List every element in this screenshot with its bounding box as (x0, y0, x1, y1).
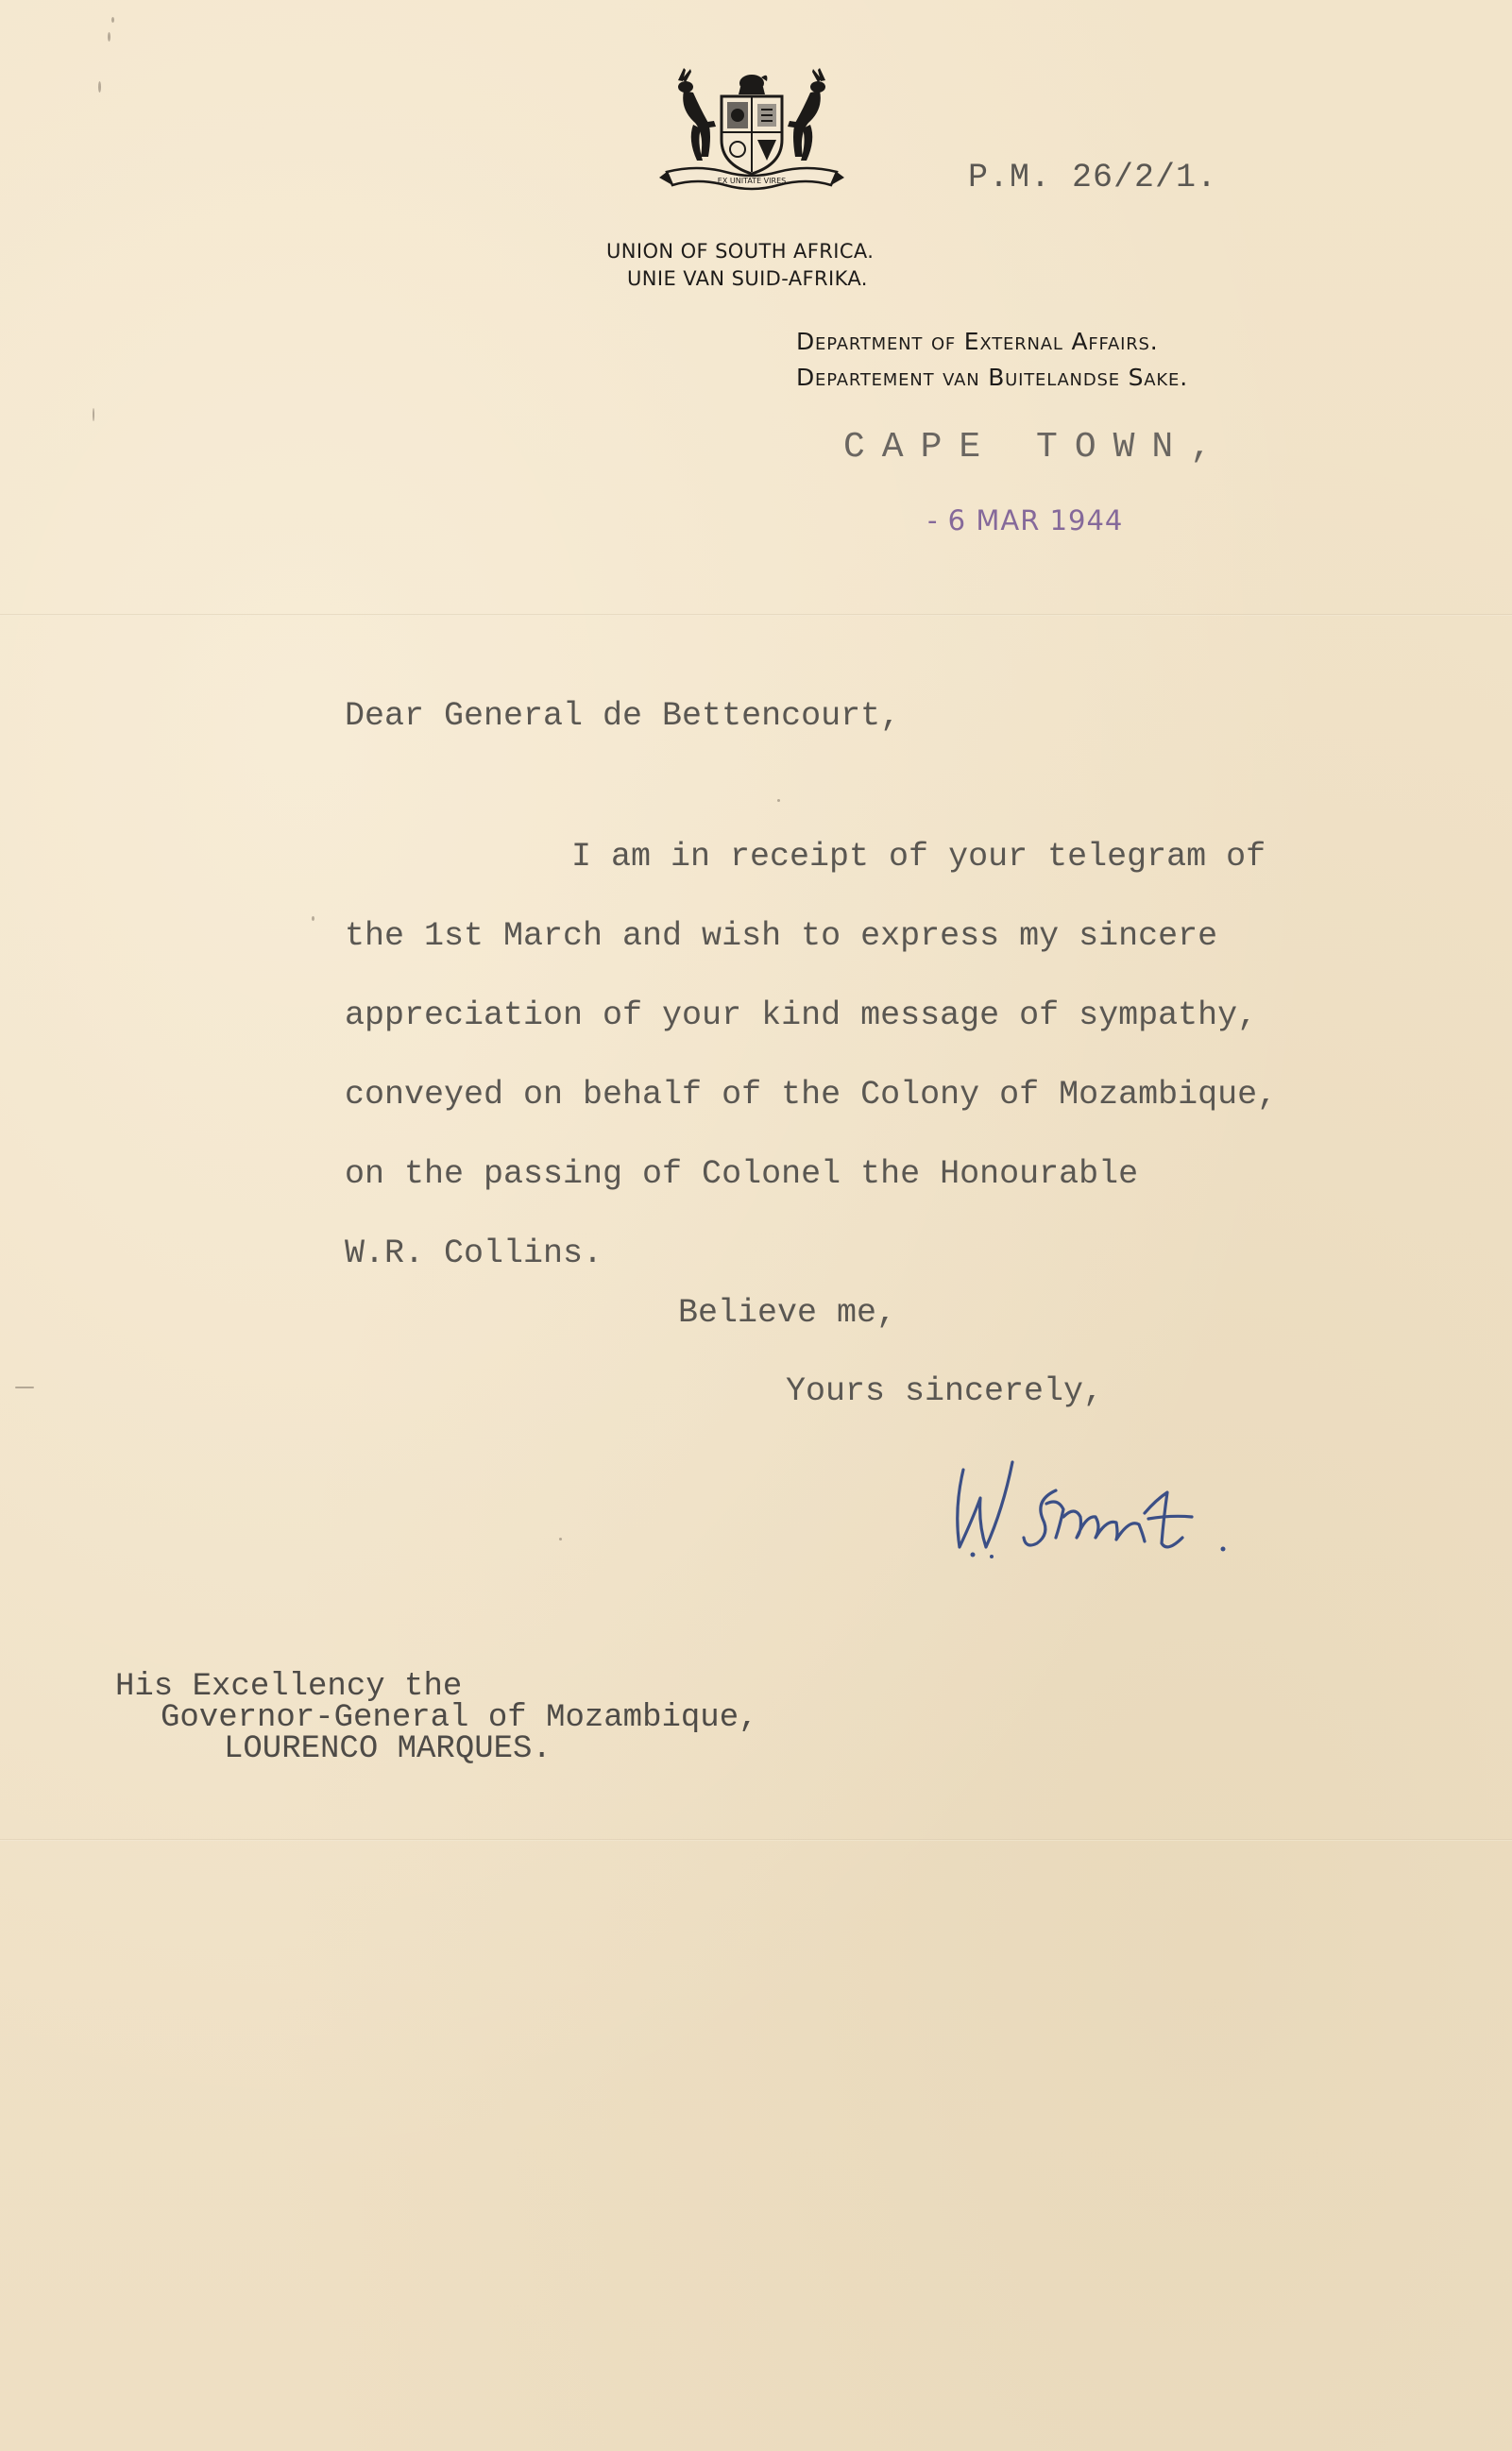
body-line: appreciation of your kind message of sympathy, (345, 996, 1258, 1034)
paper-speck (15, 1387, 34, 1388)
letterhead-department (796, 324, 1188, 396)
body-line: I am in receipt of your telegram of (571, 838, 1266, 876)
paper-speck (777, 799, 780, 802)
city-line: CAPE TOWN, (843, 427, 1230, 468)
addressee-line: Governor-General of Mozambique, (161, 1700, 758, 1736)
union-name-english: UNION OF SOUTH AFRICA. (606, 240, 875, 263)
addressee-block (115, 1669, 758, 1767)
body-line: on the passing of Colonel the Honourable (345, 1155, 1139, 1193)
paper-speck (108, 32, 110, 42)
paper-speck (312, 916, 314, 921)
paper-speck (111, 17, 114, 23)
fold-line (0, 1839, 1512, 1841)
date-stamp: - 6 MAR 1944 (927, 504, 1124, 536)
addressee-line: His Excellency the (115, 1669, 463, 1705)
letter-body (345, 817, 1393, 1293)
body-line: conveyed on behalf of the Colony of Mozambique, (345, 1076, 1278, 1114)
addressee-line: LOURENCO MARQUES. (224, 1731, 552, 1767)
fold-line (0, 614, 1512, 616)
letterhead-union (606, 238, 874, 293)
body-line: the 1st March and wish to express my sincere (345, 917, 1218, 955)
union-name-afrikaans: UNIE VAN SUID-AFRIKA. (627, 267, 868, 290)
department-name-afrikaans: Departement van Buitelandse Sake. (796, 364, 1188, 391)
reference-number: P.M. 26/2/1. (968, 159, 1218, 196)
closing-believe: Believe me, (678, 1294, 897, 1332)
paper-speck (98, 81, 101, 93)
closing-yours: Yours sincerely, (786, 1372, 1104, 1410)
handwritten-signature-icon (944, 1443, 1247, 1566)
department-name-english: Department of External Affairs. (796, 328, 1159, 355)
paper-speck (93, 408, 94, 421)
paper-speck (559, 1538, 562, 1540)
salutation: Dear General de Bettencourt, (345, 697, 901, 735)
crest-motto: EX UNITATE VIRES (717, 177, 787, 185)
body-line: W.R. Collins. (345, 1234, 603, 1272)
coat-of-arms-icon (659, 66, 844, 200)
